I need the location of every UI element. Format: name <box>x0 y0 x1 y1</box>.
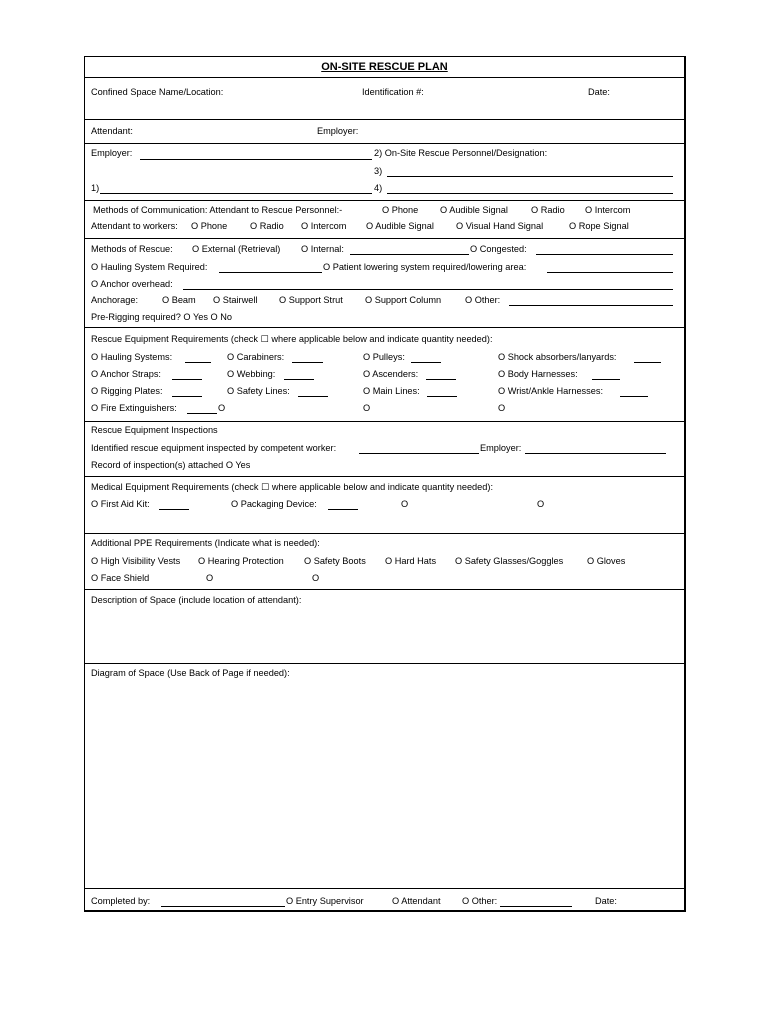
divider <box>85 143 684 144</box>
rescue-internal-option[interactable]: O Internal: <box>301 244 344 254</box>
pulleys-qty[interactable] <box>411 362 441 363</box>
medical-blank-1[interactable]: O <box>401 499 409 509</box>
footer-entry-supervisor[interactable]: O Entry Supervisor <box>286 896 364 906</box>
anchor-overhead-option[interactable]: O Anchor overhead: <box>91 279 173 289</box>
comm-rescue-phone[interactable]: O Phone <box>382 205 419 215</box>
carabiners-qty[interactable] <box>292 362 323 363</box>
ascenders-qty[interactable] <box>426 379 456 380</box>
hauling-required-option[interactable]: O Hauling System Required: <box>91 262 208 272</box>
divider <box>85 77 684 78</box>
ppe-high-visibility-vests[interactable]: O High Visibility Vests <box>91 556 181 566</box>
equip-rigging-plates[interactable]: O Rigging Plates: <box>91 386 163 396</box>
comm-workers-audible[interactable]: O Audible Signal <box>366 221 434 231</box>
divider <box>85 119 684 120</box>
date-label: Date: <box>588 87 610 97</box>
description-area[interactable] <box>85 609 684 661</box>
divider <box>85 200 684 201</box>
anchorage-beam[interactable]: O Beam <box>162 295 196 305</box>
equip-webbing[interactable]: O Webbing: <box>227 369 276 379</box>
rescue-congested-option[interactable]: O Congested: <box>470 244 527 254</box>
anchor-straps-qty[interactable] <box>172 379 202 380</box>
comm-rescue-label: Methods of Communication: Attendant to Rescue Personnel:- <box>93 205 343 215</box>
equip-shock-absorbers[interactable]: O Shock absorbers/lanyards: <box>498 352 617 362</box>
description-heading: Description of Space (include location of attendant): <box>91 595 302 605</box>
inspection-employer-label: Employer: <box>480 443 522 453</box>
personnel-1-field[interactable] <box>100 193 372 194</box>
ppe-blank-1[interactable]: O <box>206 573 214 583</box>
divider <box>85 589 684 590</box>
equipment-heading: Rescue Equipment Requirements (check ☐ where applicable below and indicate quantity needed): <box>91 334 493 344</box>
form-title: ON-SITE RESCUE PLAN <box>321 61 448 73</box>
main-lines-qty[interactable] <box>427 396 457 397</box>
anchorage-support-column[interactable]: O Support Column <box>365 295 442 305</box>
rescue-personnel-label: 2) On-Site Rescue Personnel/Designation: <box>374 148 548 158</box>
personnel-employer-label: Employer: <box>91 148 133 158</box>
employer-label: Employer: <box>317 126 359 136</box>
rescue-external-option[interactable]: O External (Retrieval) <box>192 244 281 254</box>
attendant-label: Attendant: <box>91 126 133 136</box>
identification-label: Identification #: <box>362 87 424 97</box>
first-aid-kit-qty[interactable] <box>159 509 189 510</box>
employer-field[interactable] <box>140 159 372 160</box>
inspected-by-field[interactable] <box>359 453 479 454</box>
packaging-device-qty[interactable] <box>328 509 358 510</box>
rigging-plates-qty[interactable] <box>172 396 202 397</box>
shock-absorbers-qty[interactable] <box>634 362 661 363</box>
equip-wrist-ankle-harnesses[interactable]: O Wrist/Ankle Harnesses: <box>498 386 604 396</box>
inspections-heading: Rescue Equipment Inspections <box>91 425 218 435</box>
divider <box>85 476 684 477</box>
equip-carabiners[interactable]: O Carabiners: <box>227 352 285 362</box>
inspection-record[interactable]: Record of inspection(s) attached O Yes <box>91 460 251 470</box>
webbing-qty[interactable] <box>284 379 314 380</box>
divider <box>85 421 684 422</box>
equip-blank-1[interactable]: O <box>218 403 226 413</box>
internal-field[interactable] <box>350 254 469 255</box>
comm-workers-rope[interactable]: O Rope Signal <box>569 221 629 231</box>
ppe-heading: Additional PPE Requirements (Indicate what is needed): <box>91 538 320 548</box>
rescue-plan-form <box>84 56 686 912</box>
personnel-4-label: 4) <box>374 183 383 193</box>
lowering-option[interactable]: O Patient lowering system required/lowering area: <box>323 262 527 272</box>
completed-by-field[interactable] <box>161 906 285 907</box>
personnel-4-field[interactable] <box>387 193 673 194</box>
anchor-overhead-field[interactable] <box>183 289 673 290</box>
confined-space-label: Confined Space Name/Location: <box>91 87 224 97</box>
equip-safety-lines[interactable]: O Safety Lines: <box>227 386 290 396</box>
equip-pulleys[interactable]: O Pulleys: <box>363 352 405 362</box>
medical-packaging-device[interactable]: O Packaging Device: <box>231 499 317 509</box>
footer-attendant[interactable]: O Attendant <box>392 896 441 906</box>
inspection-employer-field[interactable] <box>525 453 666 454</box>
equip-fire-extinguishers[interactable]: O Fire Extinguishers: <box>91 403 177 413</box>
anchorage-label: Anchorage: <box>91 295 138 305</box>
diagram-heading: Diagram of Space (Use Back of Page if needed): <box>91 668 290 678</box>
footer-other-field[interactable] <box>500 906 572 907</box>
ppe-safety-boots[interactable]: O Safety Boots <box>304 556 366 566</box>
prerigging-question[interactable]: Pre-Rigging required? O Yes O No <box>91 312 232 322</box>
safety-lines-qty[interactable] <box>298 396 328 397</box>
ppe-hard-hats[interactable]: O Hard Hats <box>385 556 437 566</box>
anchorage-other[interactable]: O Other: <box>465 295 501 305</box>
congested-field[interactable] <box>536 254 673 255</box>
personnel-3-label: 3) <box>374 166 383 176</box>
equip-hauling-systems[interactable]: O Hauling Systems: <box>91 352 173 362</box>
completed-by-label: Completed by: <box>91 896 151 906</box>
footer-other[interactable]: O Other: <box>462 896 498 906</box>
equip-ascenders[interactable]: O Ascenders: <box>363 369 419 379</box>
comm-rescue-radio[interactable]: O Radio <box>531 205 565 215</box>
equip-main-lines[interactable]: O Main Lines: <box>363 386 420 396</box>
ppe-safety-glasses[interactable]: O Safety Glasses/Goggles <box>455 556 564 566</box>
equip-blank-2[interactable]: O <box>363 403 371 413</box>
ppe-face-shield[interactable]: O Face Shield <box>91 573 150 583</box>
anchorage-other-field[interactable] <box>509 305 673 306</box>
medical-heading: Medical Equipment Requirements (check ☐ where applicable below and indicate quantity needed): <box>91 482 493 492</box>
comm-rescue-intercom[interactable]: O Intercom <box>585 205 631 215</box>
equip-blank-3[interactable]: O <box>498 403 506 413</box>
personnel-3-field[interactable] <box>387 176 673 177</box>
divider <box>85 663 684 664</box>
wrist-ankle-harnesses-qty[interactable] <box>620 396 648 397</box>
medical-first-aid-kit[interactable]: O First Aid Kit: <box>91 499 150 509</box>
rescue-methods-label: Methods of Rescue: <box>91 244 173 254</box>
comm-workers-phone[interactable]: O Phone <box>191 221 228 231</box>
comm-workers-label: Attendant to workers: <box>91 221 178 231</box>
inspected-by-label: Identified rescue equipment inspected by competent worker: <box>91 443 337 453</box>
ppe-hearing-protection[interactable]: O Hearing Protection <box>198 556 284 566</box>
hauling-systems-qty[interactable] <box>185 362 211 363</box>
comm-workers-radio[interactable]: O Radio <box>250 221 284 231</box>
anchorage-support-strut[interactable]: O Support Strut <box>279 295 343 305</box>
lowering-field[interactable] <box>547 272 673 273</box>
divider <box>85 238 684 239</box>
footer-date-label: Date: <box>595 896 617 906</box>
personnel-1-label: 1) <box>91 183 100 193</box>
comm-rescue-audible[interactable]: O Audible Signal <box>440 205 508 215</box>
anchorage-stairwell[interactable]: O Stairwell <box>213 295 258 305</box>
ppe-gloves[interactable]: O Gloves <box>587 556 626 566</box>
equip-body-harnesses[interactable]: O Body Harnesses: <box>498 369 578 379</box>
ppe-blank-2[interactable]: O <box>312 573 320 583</box>
divider <box>85 533 684 534</box>
comm-workers-intercom[interactable]: O Intercom <box>301 221 347 231</box>
equip-anchor-straps[interactable]: O Anchor Straps: <box>91 369 161 379</box>
hauling-required-field[interactable] <box>219 272 322 273</box>
medical-blank-2[interactable]: O <box>537 499 545 509</box>
body-harnesses-qty[interactable] <box>592 379 620 380</box>
diagram-area[interactable] <box>85 682 684 886</box>
divider <box>85 327 684 328</box>
divider <box>85 888 684 889</box>
fire-extinguishers-qty[interactable] <box>187 413 217 414</box>
comm-workers-visual[interactable]: O Visual Hand Signal <box>456 221 544 231</box>
